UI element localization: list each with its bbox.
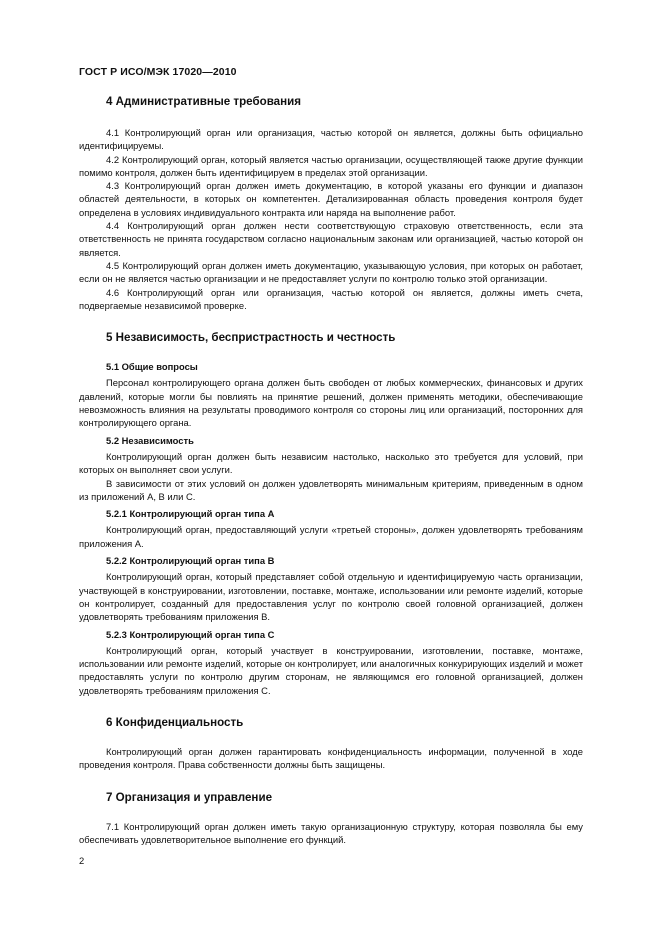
para-4-6: 4.6 Контролирующий орган или организация, частью которой он является, должны иметь счета, подвергаемые независимой проверке.	[79, 286, 583, 311]
para-5-1: Персонал контролирующего органа должен быть свободен от любых коммерческих, финансовых и других давлений, которые могли бы повлиять на принятие решений, должен применять методики, обеспечивающие невозможность влияния на результаты проводимого контроля со стороны лиц или организаций, посторонних для контролирующего органа.	[79, 377, 583, 429]
para-6: Контролирующий орган должен гарантировать конфиденциальность информации, полученной в ходе проведения контроля. Права собственности должны быть защищены.	[79, 745, 583, 771]
para-5-2-1: Контролирующий орган, предоставляющий услуги «третьей стороны», должен удовлетворять требованиям приложения А.	[79, 524, 583, 549]
section-5-title: 5 Независимость, беспристрастность и честность	[106, 331, 396, 345]
section-6-title: 6 Конфиденциальность	[106, 715, 244, 729]
para-5-2-2: Контролирующий орган, который представляет собой отдельную и идентифицируемую часть организации, участвующей в конструировании, изготовлении, поставке, монтаже, использовании или ремонте изделий, которые он контролирует, созданный для предоставления услуг по контролю своей головной организацией, должен удовлетворять требованиям приложения В.	[79, 571, 583, 623]
subsection-5-2-title: 5.2 Независимость	[106, 434, 194, 446]
subsection-5-2-3-title: 5.2.3 Контролирующий орган типа С	[106, 628, 275, 640]
subsection-5-2-2-title: 5.2.2 Контролирующий орган типа В	[106, 555, 275, 567]
section-7-title: 7 Организация и управление	[106, 790, 273, 804]
para-7-1: 7.1 Контролирующий орган должен иметь такую организационную структуру, которая позволяла бы ему обеспечивать удовлетворительное выполнение его функций.	[79, 820, 583, 845]
para-4-1: 4.1 Контролирующий орган или организация, частью которой он является, должны быть официально идентифицируемы.	[79, 127, 583, 152]
para-4-4: 4.4 Контролирующий орган должен нести соответствующую страховую ответственность, если эта ответственность не принята государством согласно национальным законам или организацией, частью которой он является.	[79, 220, 583, 258]
para-5-2-b: В зависимости от этих условий он должен удовлетворять минимальным критериям, приведенным в одном из приложений А, В или С.	[79, 477, 583, 502]
section-4-title: 4 Административные требования	[106, 95, 302, 108]
document-body	[79, 92, 583, 846]
page-number: 2	[79, 855, 85, 866]
subsection-5-2-1-title: 5.2.1 Контролирующий орган типа А	[106, 508, 275, 520]
para-4-3: 4.3 Контролирующий орган должен иметь документацию, в которой указаны его функции и диапазон областей деятельности, в которых он компетентен. Детализированная область проведения контроля будет определена в условиях индивидуального контракта или наряда на выполнение работ.	[79, 180, 583, 218]
para-4-5: 4.5 Контролирующий орган должен иметь документацию, указывающую условия, при которых он работает, если он не является частью организации и не предоставляет услуги по контролю только этой организации.	[79, 259, 583, 285]
para-4-2: 4.2 Контролирующий орган, который является частью организации, осуществляющей также другие функции помимо контроля, должен быть идентифицируем в пределах этой организации.	[79, 153, 583, 178]
para-5-2-a: Контролирующий орган должен быть независим настолько, насколько это требуется для условий, при которых он выполняет свои услуги.	[79, 450, 583, 476]
para-5-2-3: Контролирующий орган, который участвует в конструировании, изготовлении, поставке, монтаже, использовании или ремонте изделий, которые он контролирует, или аналогичных конкурирующих изделий и может предоставлять услуги по контролю другим сторонам, не являющимся его головной организацией, должен удовлетворять требованиям приложения С.	[79, 644, 583, 696]
standard-header: ГОСТ Р ИСО/МЭК 17020—2010	[79, 66, 237, 78]
subsection-5-1-title: 5.1 Общие вопросы	[106, 361, 198, 373]
